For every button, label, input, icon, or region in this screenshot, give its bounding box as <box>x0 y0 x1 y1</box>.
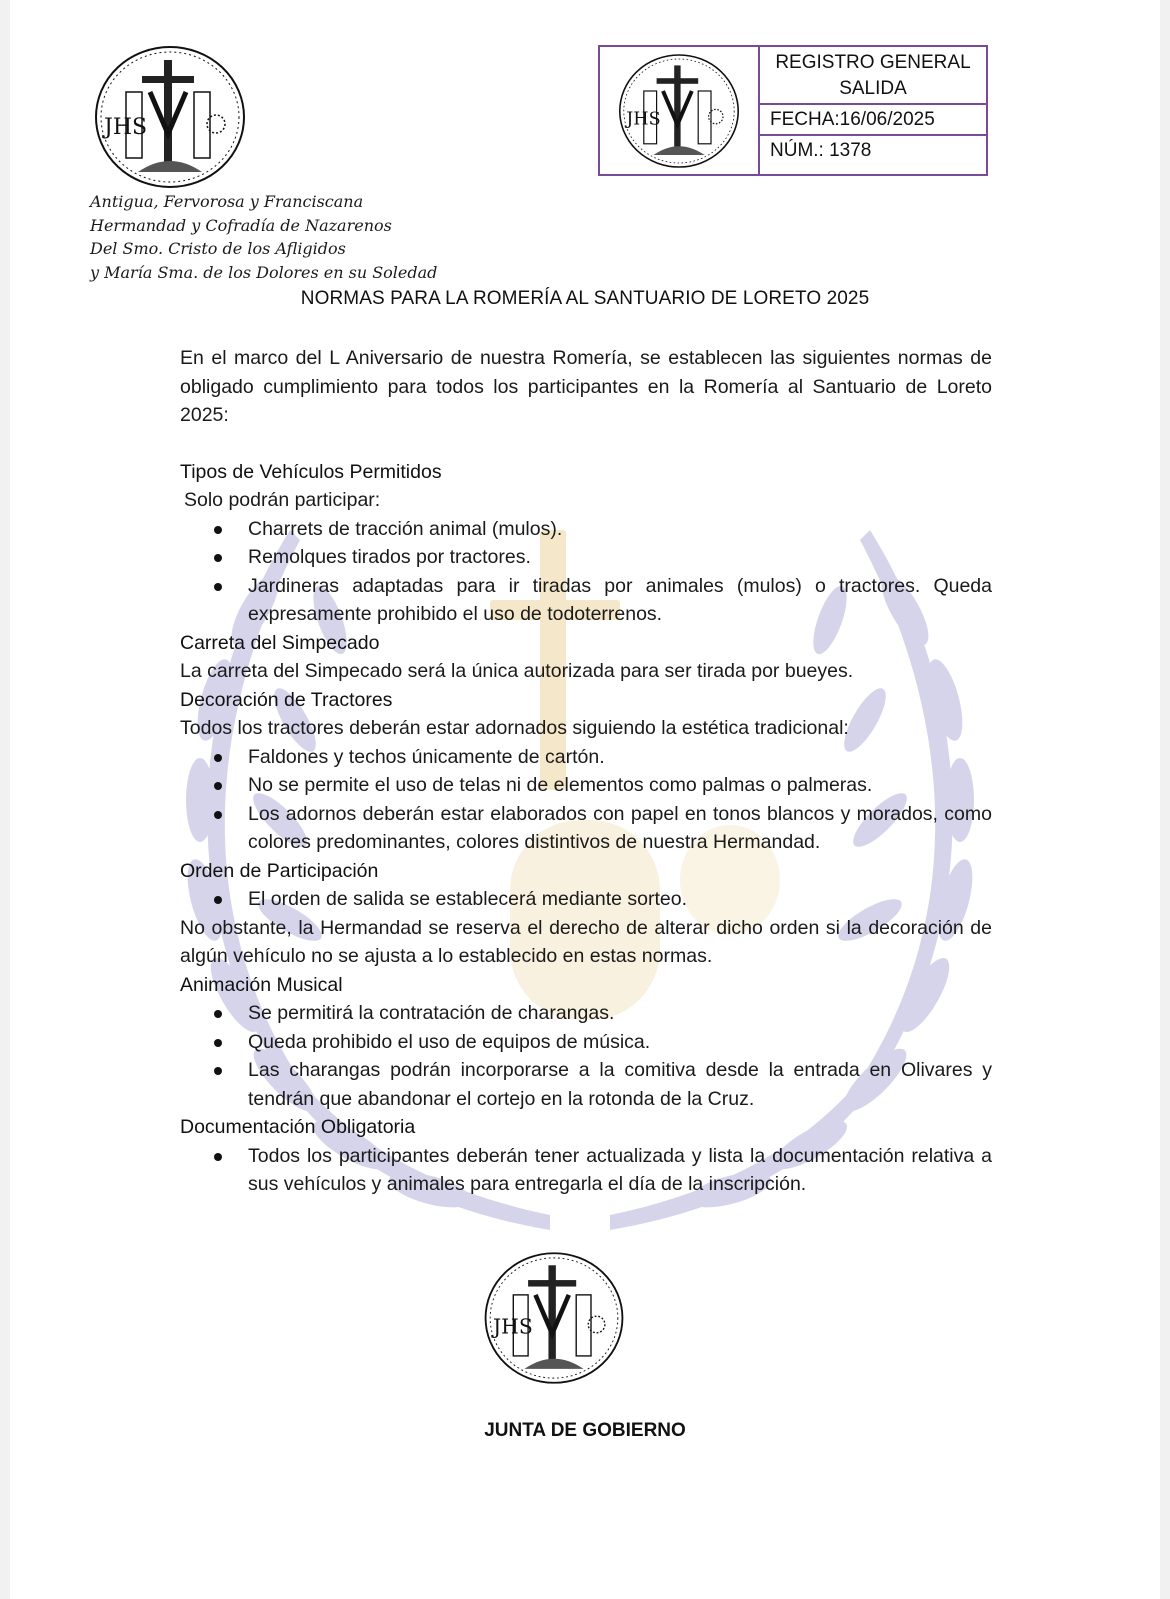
signature: JUNTA DE GOBIERNO <box>484 1420 686 1441</box>
intro-paragraph: En el marco del L Aniversario de nuestra Romería, se establecen las siguientes normas de obligado cumplimiento para todos los participantes en la Romería al Santuario de Loreto 2025: <box>180 347 992 426</box>
registry-number: NÚM.: 1378 <box>770 140 872 161</box>
section-heading-decoration: Decoración de Tractores <box>180 688 393 711</box>
section-text: La carreta del Simpecado será la única autorizada para ser tirada por bueyes. <box>180 660 854 682</box>
registry-emblem-icon <box>612 51 746 171</box>
seal-emblem-icon <box>480 1248 628 1388</box>
section-heading-vehicles: Tipos de Vehículos Permitidos <box>180 460 442 483</box>
list-item: Los adornos deberán estar elaborados con papel en tonos blancos y morados, como colores predominantes, colores distintivos de nuestra Hermandad. <box>248 800 992 857</box>
music-list <box>180 999 992 1113</box>
brotherhood-name <box>90 190 437 284</box>
section-lead: Solo podrán participar: <box>184 489 381 511</box>
section-text: No obstante, la Hermandad se reserva el derecho de alterar dicho orden si la decoración de algún vehículo no se ajusta a lo establecido en estas normas. <box>180 916 992 967</box>
registry-title: REGISTRO GENERAL SALIDA <box>760 47 986 105</box>
section-heading-order: Orden de Participación <box>180 859 379 882</box>
list-item: Remolques tirados por tractores. <box>248 543 992 572</box>
section-heading-music: Animación Musical <box>180 973 343 996</box>
document-body <box>180 344 992 1199</box>
list-item: Todos los participantes deberán tener actualizada y lista la documentación relativa a sus vehículos y animales para entregarla el día de la inscripción. <box>248 1142 992 1199</box>
list-item: Charrets de tracción animal (mulos). <box>248 515 992 544</box>
list-item: Las charangas podrán incorporarse a la comitiva desde la entrada en Olivares y tendrán que abandonar el cortejo en la rotonda de la Cruz. <box>248 1056 992 1113</box>
brotherhood-line: Antigua, Fervorosa y Franciscana <box>90 192 364 211</box>
section-heading-documentation: Documentación Obligatoria <box>180 1116 416 1138</box>
registry-stamp <box>598 45 988 176</box>
decoration-list <box>180 743 992 857</box>
list-item: El orden de salida se establecerá mediante sorteo. <box>248 885 992 914</box>
order-list <box>180 885 992 914</box>
brotherhood-emblem-icon <box>90 42 250 192</box>
svg-text:JHS: JHS <box>626 109 661 130</box>
vehicles-list <box>180 515 992 629</box>
brotherhood-line: Hermandad y Cofradía de Nazarenos <box>90 215 392 235</box>
list-item: Faldones y techos únicamente de cartón. <box>248 743 992 772</box>
list-item: No se permite el uso de telas ni de elementos como palmas o palmeras. <box>248 771 992 800</box>
documentation-list <box>180 1142 992 1199</box>
brotherhood-line: y María Sma. de los Dolores en su Soledad <box>90 262 438 282</box>
svg-text:JHS: JHS <box>104 115 148 140</box>
document-page <box>10 0 1160 1599</box>
section-heading-simpecado: Carreta del Simpecado <box>180 631 380 654</box>
list-item: Jardineras adaptadas para ir tiradas por animales (mulos) o tractores. Queda expresamente prohibido el uso de todoterrenos. <box>248 572 992 629</box>
brotherhood-line: Del Smo. Cristo de los Afligidos <box>90 239 346 258</box>
registry-date: FECHA:16/06/2025 <box>760 105 986 136</box>
list-item: Se permitirá la contratación de charangas. <box>248 999 992 1028</box>
page-title: NORMAS PARA LA ROMERÍA AL SANTUARIO DE LORETO 2025 <box>300 288 870 309</box>
list-item: Queda prohibido el uso de equipos de música. <box>248 1028 992 1057</box>
svg-text:JHS: JHS <box>492 1314 533 1339</box>
registry-rows <box>760 47 986 174</box>
registry-logo-cell <box>600 47 760 174</box>
section-lead: Todos los tractores deberán estar adornados siguiendo la estética tradicional: <box>180 717 849 739</box>
